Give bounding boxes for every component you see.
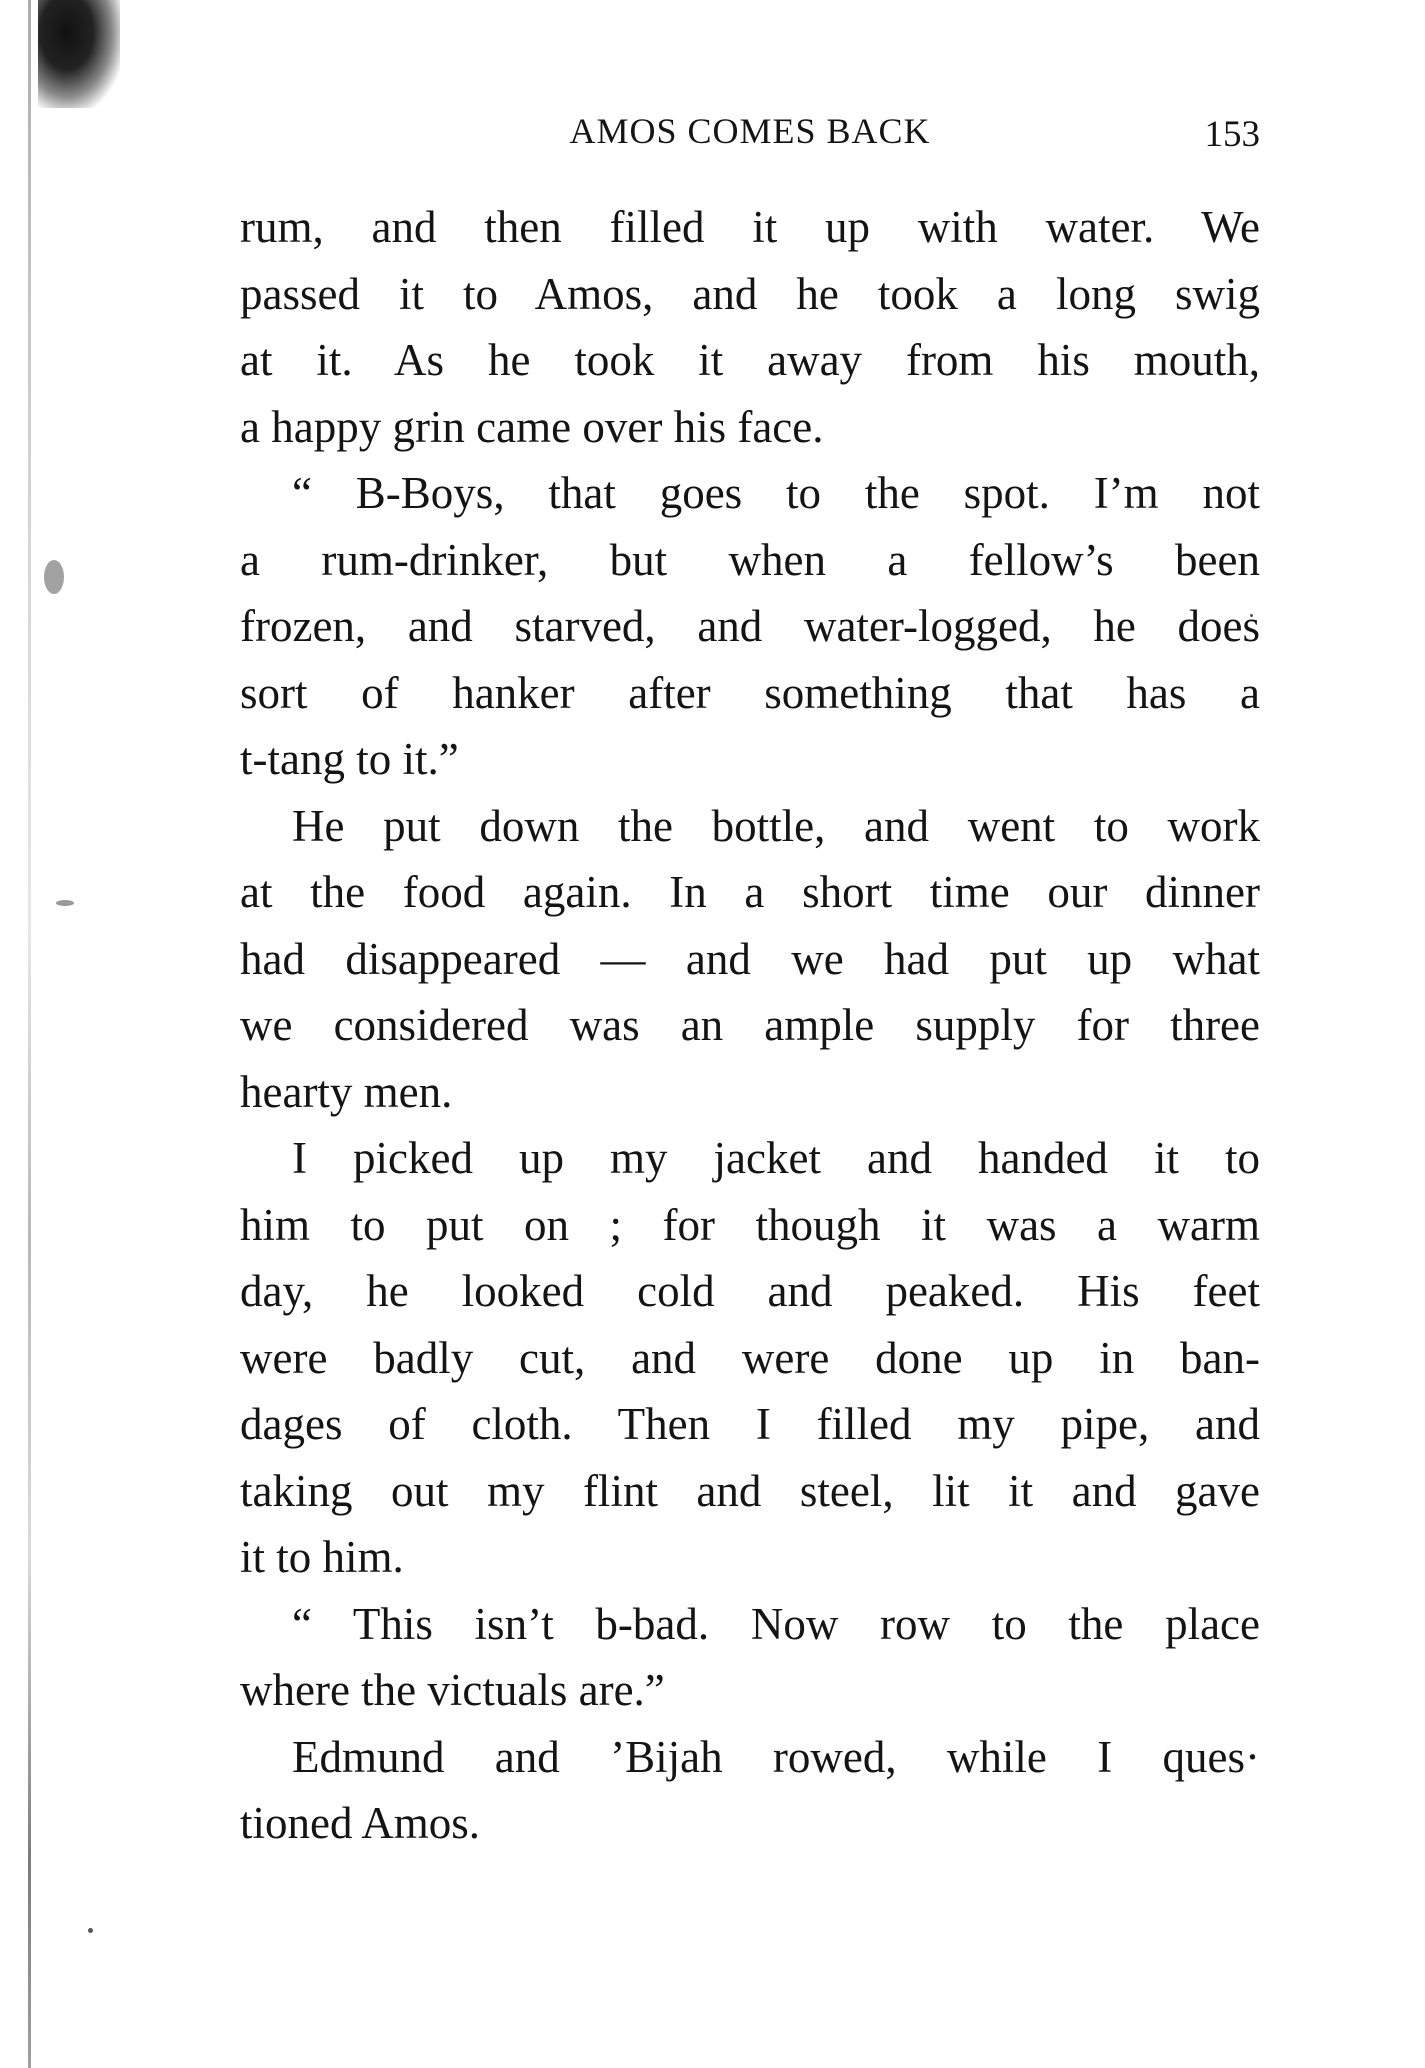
text-line: passed it to Amos, and he took a long swig (240, 268, 1260, 319)
scan-corner-smudge (38, 0, 120, 108)
text-line: we considered was an ample supply for three (240, 1000, 1260, 1050)
text-line: where the victuals are.” (240, 1665, 665, 1715)
text-line: taking out my flint and steel, lit it and gave (240, 1465, 1260, 1516)
running-head (240, 106, 1260, 156)
text-line: “ This isn’t b-bad. Now row to the place (292, 1598, 1260, 1649)
text-line: dages of cloth. Then I filled my pipe, and (240, 1399, 1260, 1449)
text-line: day, he looked cold and peaked. His feet (240, 1266, 1260, 1316)
scan-speck (56, 900, 74, 906)
text-line: He put down the bottle, and went to work (292, 800, 1260, 851)
text-line: him to put on ; for though it was a warm (240, 1199, 1260, 1250)
scan-speck (88, 1928, 93, 1933)
text-line: a rum-drinker, but when a fellow’s been (240, 534, 1260, 585)
text-line: t-tang to it.” (240, 734, 459, 784)
text-line: rum, and then filled it up with water. We (240, 202, 1260, 252)
text-line: I picked up my jacket and handed it to (292, 1133, 1260, 1183)
text-line: at it. As he took it away from his mouth, (240, 335, 1260, 385)
text-line: were badly cut, and were done up in ban- (240, 1332, 1260, 1383)
body-text (240, 194, 1260, 1857)
text-line: “ B-Boys, that goes to the spot. I’m not (292, 468, 1260, 518)
scan-speck (44, 560, 64, 594)
text-line: Edmund and ’Bijah rowed, while I ques· (292, 1731, 1260, 1782)
running-title: AMOS COMES BACK (569, 111, 931, 151)
text-line: tioned Amos. (240, 1798, 481, 1848)
text-line: had disappeared — and we had put up what (240, 933, 1260, 984)
text-line: frozen, and starved, and water-logged, he does (240, 601, 1260, 651)
text-line: sort of hanker after something that has a (240, 667, 1260, 718)
binding-edge-shadow (28, 0, 31, 2068)
text-line: hearty men. (240, 1066, 453, 1117)
text-line: at the food again. In a short time our dinner (240, 867, 1260, 917)
page-number: 153 (1204, 114, 1260, 155)
text-line: a happy grin came over his face. (240, 401, 824, 452)
text-line: it to him. (240, 1532, 404, 1582)
